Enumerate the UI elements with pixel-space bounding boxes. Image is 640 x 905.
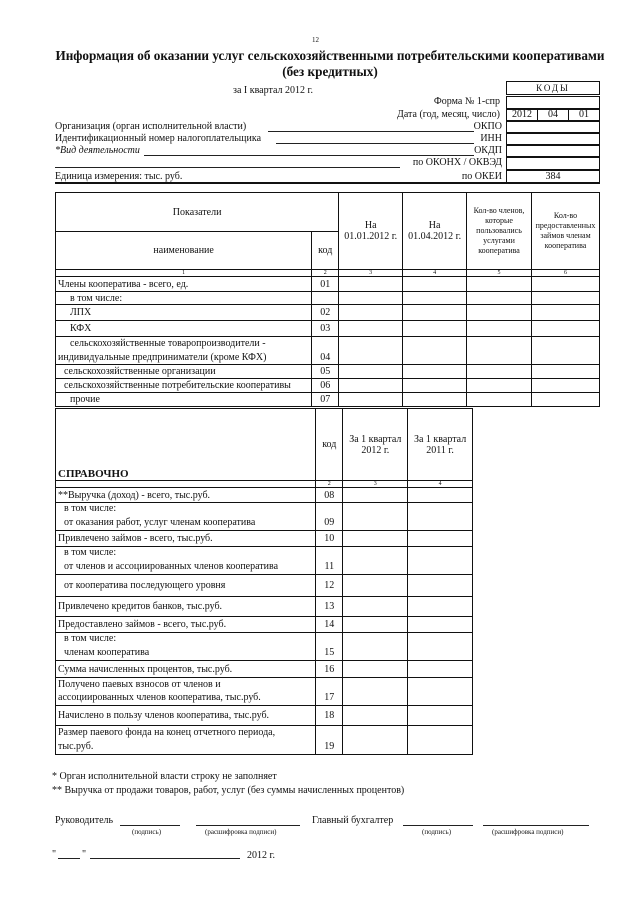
head-decode-caption: (расшифровка подписи) [205,828,277,836]
data-cell[interactable] [403,379,467,393]
row-code: 10 [316,531,343,547]
row-name: ЛПХ [56,305,312,321]
footnote-1: * Орган исполнительной власти строку не заполняет [52,771,277,782]
page-number: 12 [312,36,319,44]
row-name: в том числе: [56,503,316,515]
row-name: Размер паевого фонда на конец отчетного периода, [56,726,316,739]
row-name: Члены кооператива - всего, ед. [56,277,312,292]
data-cell[interactable] [339,321,403,337]
data-cell[interactable] [339,292,403,305]
data-cell[interactable] [408,617,473,633]
date-label: Дата (год, месяц, число) [397,109,500,120]
row-name: в том числе: [56,547,316,559]
head-sign-line[interactable] [120,825,180,826]
row-name: сельскохозяйственные товаропроизводители - [56,337,312,351]
unit-label: Единица измерения: тыс. руб. [55,171,183,182]
header-rule [55,182,600,184]
row-code [316,547,343,559]
col-num: 2 [312,270,339,277]
row-name: от оказания работ, услуг членам кооператива [56,515,316,531]
row-code: 12 [316,575,343,597]
row-code: 04 [312,351,339,365]
row-code: 19 [316,739,343,755]
accountant-decode-line[interactable] [483,825,589,826]
data-cell[interactable] [343,547,408,559]
form-label: Форма № 1-спр [433,96,500,107]
org-line [268,131,474,132]
col-num: 3 [339,270,403,277]
data-cell[interactable] [408,531,473,547]
data-cell[interactable] [467,379,532,393]
data-cell[interactable] [343,559,408,575]
data-cell[interactable] [531,393,599,407]
col-num: 2 [316,481,343,488]
codes-header: КОДЫ [506,81,600,95]
code-header: код [312,232,339,270]
data-cell[interactable] [403,351,467,365]
data-cell[interactable] [403,337,467,351]
data-cell[interactable] [408,559,473,575]
data-cell[interactable] [531,305,599,321]
row-name: членам кооператива [56,645,316,661]
data-cell[interactable] [467,292,532,305]
data-cell[interactable] [408,661,473,678]
data-cell[interactable] [343,515,408,531]
members-table [55,192,600,407]
data-cell[interactable] [408,547,473,559]
reference-label: СПРАВОЧНО [56,409,316,481]
data-cell[interactable] [343,706,408,726]
data-cell[interactable] [531,292,599,305]
data-cell[interactable] [403,277,467,292]
row-code: 18 [316,706,343,726]
col-members-used: Кол-во членов, которые пользовались услугами кооператива [467,193,532,270]
data-cell[interactable] [339,393,403,407]
data-cell[interactable] [403,365,467,379]
row-code: 13 [316,597,343,617]
data-cell[interactable] [343,726,408,739]
data-cell[interactable] [339,365,403,379]
data-cell[interactable] [343,488,408,503]
col-loans-given: Кол-во предоставленных займов членам кооператива [531,193,599,270]
data-cell[interactable] [403,393,467,407]
row-name: Получено паевых взносов от членов и [56,678,316,691]
data-cell[interactable] [467,365,532,379]
data-cell[interactable] [408,597,473,617]
date-day: 01 [568,108,600,122]
row-name: сельскохозяйственные организации [56,365,312,379]
row-name: ассоциированных членов кооператива, тыс.руб. [56,691,316,706]
col-q1-2012: За 1 квартал 2012 г. [343,409,408,481]
accountant-decode-caption: (расшифровка подписи) [492,828,564,836]
data-cell[interactable] [343,661,408,678]
day-line[interactable] [58,858,80,859]
row-name: КФХ [56,321,312,337]
document-title [40,48,620,80]
okpo-label: ОКПО [473,121,502,132]
row-name: от членов и ассоциированных членов кооператива [56,559,316,575]
okdp-label: ОКДП [474,145,502,156]
okei-value: 384 [506,170,600,184]
data-cell[interactable] [408,645,473,661]
data-cell[interactable] [467,393,532,407]
inn-line [276,143,474,144]
code-header: код [316,409,343,481]
col-num: 1 [56,270,312,277]
col-na-0104: На 01.04.2012 г. [403,193,467,270]
data-cell[interactable] [408,503,473,515]
row-name: в том числе: [56,292,312,305]
footnote-2: ** Выручка от продажи товаров, работ, услуг (без суммы начисленных процентов) [52,785,405,796]
data-cell[interactable] [343,739,408,755]
row-code: 07 [312,393,339,407]
activity-line [144,155,474,156]
date-year: 2012 [506,108,538,122]
row-code: 14 [316,617,343,633]
indicators-header: Показатели [56,193,339,232]
report-period: за I квартал 2012 г. [233,85,313,96]
data-cell[interactable] [408,706,473,726]
data-cell[interactable] [403,305,467,321]
data-cell[interactable] [531,351,599,365]
data-cell[interactable] [343,597,408,617]
row-name: тыс.руб. [56,739,316,755]
row-code [312,337,339,351]
col-num: 5 [467,270,532,277]
data-cell[interactable] [403,321,467,337]
row-code [316,678,343,691]
row-code: 05 [312,365,339,379]
data-cell[interactable] [343,633,408,645]
data-cell[interactable] [531,277,599,292]
title-line-1: Информация об оказании услуг сельскохозяйственными потребительскими кооперативами [55,48,605,63]
data-cell[interactable] [343,645,408,661]
data-cell[interactable] [467,351,532,365]
row-name: Привлечено кредитов банков, тыс.руб. [56,597,316,617]
col-num: 4 [403,270,467,277]
row-code: 01 [312,277,339,292]
data-cell[interactable] [467,321,532,337]
row-name: **Выручка (доход) - всего, тыс.руб. [56,488,316,503]
data-cell[interactable] [531,365,599,379]
activity-label: *Вид деятельности [55,145,140,156]
data-cell[interactable] [408,515,473,531]
data-cell[interactable] [408,691,473,706]
data-cell[interactable] [408,488,473,503]
head-label: Руководитель [55,815,114,826]
row-code: 03 [312,321,339,337]
data-cell[interactable] [343,617,408,633]
col-q1-2011: За 1 квартал 2011 г. [408,409,473,481]
head-sign-caption: (подпись) [132,828,162,836]
date-close-quote: " [82,849,87,860]
data-cell[interactable] [339,337,403,351]
row-code [316,633,343,645]
okonh-box [506,156,600,170]
data-cell[interactable] [343,678,408,691]
data-cell[interactable] [343,531,408,547]
accountant-sign-line[interactable] [403,825,473,826]
row-code [312,292,339,305]
name-header: наименование [56,232,312,270]
row-code [316,503,343,515]
data-cell[interactable] [339,379,403,393]
data-cell[interactable] [531,321,599,337]
row-name: в том числе: [56,633,316,645]
data-cell[interactable] [467,305,532,321]
org-label: Организация (орган исполнительной власти) [55,121,247,132]
col-num: 3 [343,481,408,488]
reference-table [55,408,473,755]
row-name: прочие [56,393,312,407]
col-num [56,481,316,488]
data-cell[interactable] [408,678,473,691]
row-name: от кооператива последующего уровня [56,575,316,597]
row-code: 08 [316,488,343,503]
row-code: 15 [316,645,343,661]
date-month: 04 [537,108,569,122]
accountant-label: Главный бухгалтер [312,815,394,826]
data-cell[interactable] [467,337,532,351]
row-code: 06 [312,379,339,393]
data-cell[interactable] [531,379,599,393]
data-cell[interactable] [408,633,473,645]
inn-code-label: ИНН [480,133,502,144]
inn-label: Идентификационный номер налогоплательщика [55,133,262,144]
head-decode-line[interactable] [196,825,300,826]
month-line[interactable] [90,858,240,859]
date-open-quote: " [52,849,57,860]
data-cell[interactable] [339,305,403,321]
data-cell[interactable] [339,351,403,365]
data-cell[interactable] [339,277,403,292]
activity-line-2 [55,167,400,168]
row-code: 11 [316,559,343,575]
col-na-0101: На 01.01.2012 г. [339,193,403,270]
data-cell[interactable] [408,739,473,755]
data-cell[interactable] [343,691,408,706]
row-code: 09 [316,515,343,531]
row-code [316,726,343,739]
row-code: 17 [316,691,343,706]
data-cell[interactable] [467,277,532,292]
col-num: 4 [408,481,473,488]
okonh-label: по ОКОНХ / ОКВЭД [412,157,502,168]
row-name: сельскохозяйственные потребительские кооперативы [56,379,312,393]
row-name: Предоставлено займов - всего, тыс.руб. [56,617,316,633]
data-cell[interactable] [531,337,599,351]
row-code: 02 [312,305,339,321]
row-name: Начислено в пользу членов кооператива, тыс.руб. [56,706,316,726]
row-name: Привлечено займов - всего, тыс.руб. [56,531,316,547]
okei-label: по ОКЕИ [461,171,502,182]
data-cell[interactable] [403,292,467,305]
row-name: Сумма начисленных процентов, тыс.руб. [56,661,316,678]
title-line-2: (без кредитных) [282,64,378,79]
date-year-footer: 2012 г. [247,850,275,861]
row-code: 16 [316,661,343,678]
col-num: 6 [531,270,599,277]
accountant-sign-caption: (подпись) [422,828,452,836]
row-name: индивидуальные предприниматели (кроме КФХ) [56,351,312,365]
data-cell[interactable] [408,726,473,739]
data-cell[interactable] [343,575,408,597]
data-cell[interactable] [343,503,408,515]
data-cell[interactable] [408,575,473,597]
